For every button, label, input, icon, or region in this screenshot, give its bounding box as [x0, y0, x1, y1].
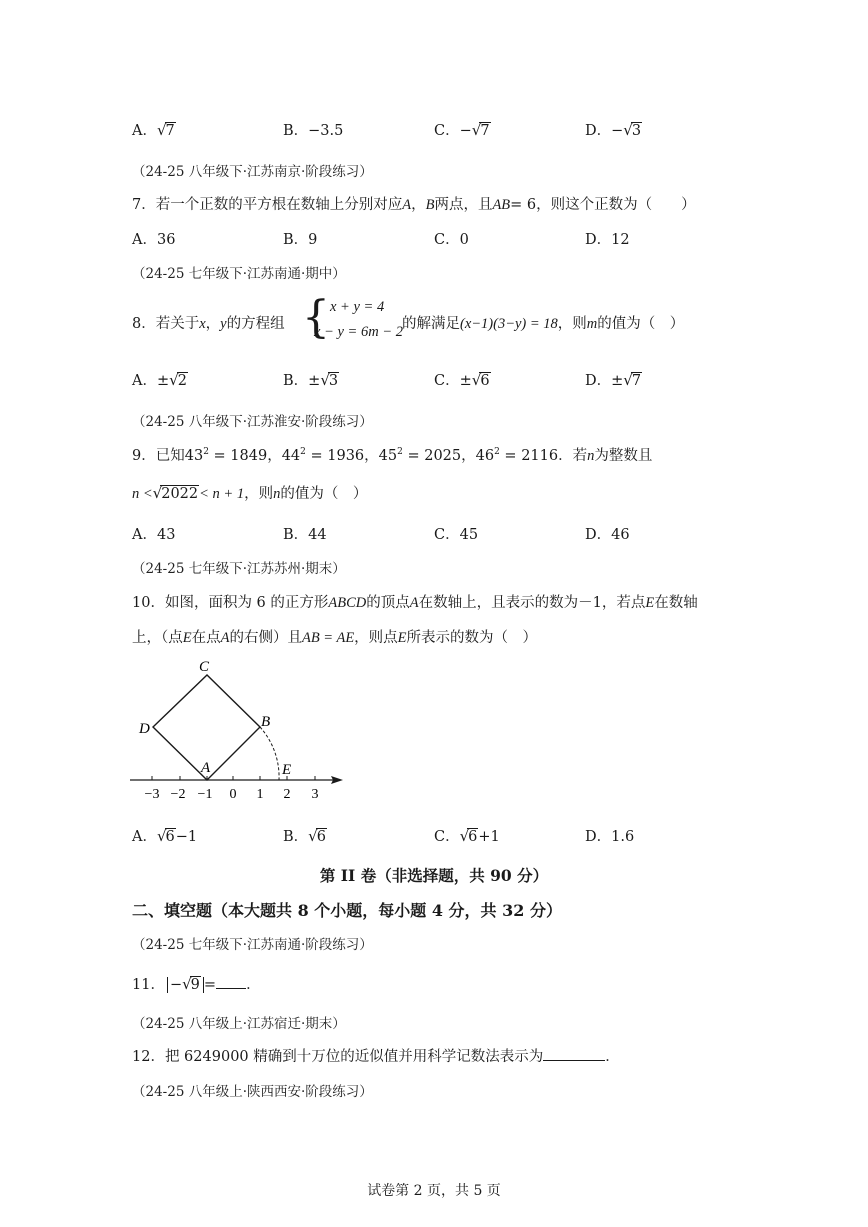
q9-source: （24-25 八年级下·江苏淮安·阶段练习） [132, 414, 373, 430]
q10-option-d [585, 825, 634, 846]
answer-blank[interactable] [543, 1060, 605, 1061]
option-letter: B． [283, 373, 309, 389]
q9-option-b: B．44 [283, 527, 327, 543]
page-footer: 试卷第 2 页，共 5 页 [367, 1183, 501, 1199]
equation-2: x − y = 6m − 2 [314, 324, 403, 340]
section-heading: 二、填空题（本大题共 8 个小题，每小题 4 分，共 32 分） [132, 901, 562, 920]
q10-option-b [283, 825, 327, 846]
option-letter: D． [585, 829, 612, 845]
radicand: 6 [480, 373, 490, 389]
tick-label: 2 [283, 787, 291, 802]
var-y: y [220, 316, 227, 332]
radicand: 6 [316, 829, 326, 845]
equation-1: x + y = 4 [330, 299, 385, 315]
stem-text: 的顶点 [366, 595, 410, 611]
q6-option-b [283, 119, 343, 140]
tick-label: −1 [197, 787, 213, 802]
stem-text: ，则 [557, 316, 587, 332]
option-letter: C． [434, 829, 460, 845]
plus-minus: ± [459, 373, 472, 389]
stem-text: ，则点 [354, 630, 398, 646]
label-e: E [282, 762, 292, 778]
tick-label: −3 [144, 787, 160, 802]
option-suffix: +1 [478, 829, 500, 845]
point-e: E [397, 630, 407, 646]
radicand: 7 [165, 123, 175, 139]
option-letter: C． [434, 373, 460, 389]
stem-text: 若一个正数的平方根在数轴上分别对应 [155, 197, 403, 213]
square-name: ABCD [328, 595, 367, 611]
option-letter: A． [132, 373, 157, 389]
tick-labels [145, 787, 319, 802]
volume-title: 第 II 卷（非选择题，共 90 分） [319, 866, 549, 885]
stem-text: 的方程组 [226, 316, 285, 332]
stem-text: ． [605, 1049, 620, 1065]
value: = 2025， [402, 448, 476, 464]
sqrt: √3 [623, 121, 642, 139]
minus-sign: − [169, 977, 183, 993]
question-number: 7． [132, 197, 156, 213]
plus-minus: ± [308, 373, 321, 389]
radicand: 6 [468, 829, 478, 845]
radicand: 2 [177, 373, 187, 389]
label-a: A [201, 760, 211, 776]
q6-option-a [132, 119, 176, 140]
q13-source: （24-25 八年级上·陕西西安·阶段练习） [132, 1084, 373, 1100]
question-number: 11． [132, 977, 165, 993]
q10-source: （24-25 七年级下·江苏苏州·期末） [132, 561, 346, 577]
stem-text: 若关于 [155, 316, 200, 332]
radicand: 7 [631, 373, 642, 389]
stem-text: 的解满足 [402, 316, 460, 332]
stem-text: 的值为（ ） [280, 486, 368, 502]
option-letter: A． [132, 123, 157, 139]
question-number: 12． [132, 1049, 165, 1065]
q12-stem [132, 1045, 620, 1066]
stem-text: 两点，且 [434, 197, 493, 213]
q7-stem [132, 193, 696, 214]
condition: (x−1)(3−y) = 18 [460, 316, 558, 332]
q8-stem-end [402, 312, 684, 333]
value: = 1936， [305, 448, 379, 464]
label-d: D [139, 721, 150, 737]
q10-stem-line1 [132, 591, 698, 612]
q8-stem-start [132, 312, 285, 333]
q7-option-a: A．36 [132, 232, 176, 248]
value: = 2116．若 [499, 448, 588, 464]
var-n: n [273, 486, 281, 502]
base: 43 [184, 448, 204, 464]
option-value: −3.5 [308, 123, 344, 139]
point-e: E [182, 630, 192, 646]
minus-sign: − [459, 123, 472, 139]
plus-minus: ± [156, 373, 170, 389]
q6-option-c [434, 119, 491, 140]
answer-blank[interactable] [216, 988, 246, 989]
q11-stem [132, 973, 261, 994]
absolute-value [167, 977, 204, 993]
var-a: A [402, 197, 412, 213]
q10-figure [125, 655, 355, 805]
q7-option-b: B．9 [283, 232, 318, 248]
plus-minus: ± [611, 373, 624, 389]
q9-option-d: D．46 [585, 527, 630, 543]
stem-text: ． [246, 977, 261, 993]
q10-option-c [434, 825, 500, 846]
stem-text: 的值为（ ） [597, 316, 685, 332]
q7-option-d: D．12 [585, 232, 630, 248]
option-suffix: −1 [175, 829, 198, 845]
radicand: 3 [631, 123, 642, 139]
exponent: 2 [494, 447, 500, 458]
question-number: 10． [132, 595, 165, 611]
sqrt: √7 [471, 121, 490, 139]
var-m: m [586, 316, 598, 332]
sqrt: √6 [471, 371, 490, 389]
equation-brace: { [302, 292, 330, 343]
point-a: A [409, 595, 419, 611]
option-letter: C． [434, 123, 460, 139]
inequality-left: n < [132, 486, 153, 502]
option-letter: D． [585, 373, 612, 389]
radicand: 2022 [161, 486, 199, 502]
label-b: B [261, 714, 271, 730]
sqrt: √6 [459, 827, 478, 845]
point-a: A [220, 630, 230, 646]
q10-option-a [132, 825, 197, 846]
sqrt: √2 [169, 371, 187, 389]
q8-source: （24-25 七年级下·江苏南通·期中） [132, 266, 346, 282]
q9-stem-line2 [132, 482, 367, 503]
q12-source: （24-25 八年级上·江苏宿迁·期末） [132, 1016, 346, 1032]
stem-text: 在点 [191, 630, 221, 646]
sqrt: √6 [308, 827, 326, 845]
stem-text: 所表示的数为（ ） [406, 630, 538, 646]
exponent: 2 [203, 447, 209, 458]
base: 45 [378, 448, 398, 464]
point-e: E [645, 595, 655, 611]
q9-stem-line1 [132, 444, 652, 465]
option-letter: A． [132, 829, 157, 845]
q9-option-c: C．45 [434, 527, 479, 543]
q9-option-a: A．43 [132, 527, 176, 543]
q10-stem-line2 [132, 626, 537, 647]
sqrt: √3 [320, 371, 339, 389]
stem-text: 已知 [155, 448, 185, 464]
exponent: 2 [300, 447, 306, 458]
q11-source: （24-25 七年级下·江苏南通·阶段练习） [132, 937, 373, 953]
q8-option-b [283, 369, 339, 390]
q7-source: （24-25 八年级下·江苏南京·阶段练习） [132, 164, 373, 180]
radicand: 9 [190, 977, 200, 993]
tick-label: −2 [170, 787, 186, 802]
stem-text: 在数轴 [654, 595, 698, 611]
inequality-right: < n + 1 [199, 486, 245, 502]
option-letter: B． [283, 829, 309, 845]
option-letter: B． [283, 123, 309, 139]
radicand: 6 [165, 829, 175, 845]
q8-option-c [434, 369, 491, 390]
stem-text: 如图，面积为 6 的正方形 [164, 595, 329, 611]
q8-option-a [132, 369, 188, 390]
dashed-arc [260, 727, 279, 780]
var-x: x [199, 316, 206, 332]
sqrt: √6 [156, 827, 175, 845]
radicand: 3 [328, 373, 339, 389]
question-number: 9． [132, 448, 156, 464]
exponent: 2 [397, 447, 403, 458]
option-letter: D． [585, 123, 612, 139]
tick-label: 0 [229, 787, 237, 802]
sqrt: √2022 [152, 484, 199, 502]
q8-option-d [585, 369, 642, 390]
base: 46 [475, 448, 495, 464]
stem-text: 上，（点 [132, 630, 183, 646]
stem-text: 在数轴上，且表示的数为－1，若点 [418, 595, 646, 611]
stem-text: 为整数且 [594, 448, 653, 464]
tick-label: 3 [311, 787, 319, 802]
label-c: C [199, 659, 210, 675]
stem-text: = 6，则这个正数为（ ） [510, 197, 696, 213]
minus-sign: − [611, 123, 624, 139]
q6-option-d [585, 119, 642, 140]
tick-label: 1 [256, 787, 264, 802]
var-n: n [587, 448, 595, 464]
value: = 1849， [208, 448, 282, 464]
stem-text: 的右侧）且 [229, 630, 302, 646]
var-ab: AB [492, 197, 511, 213]
stem-text: ， [411, 197, 426, 213]
sqrt: √7 [623, 371, 642, 389]
equals-sign: = [203, 977, 217, 993]
var-b: B [425, 197, 435, 213]
radicand: 7 [480, 123, 490, 139]
option-value: 1.6 [611, 829, 635, 845]
stem-text: 把 6249000 精确到十万位的近似值并用科学记数法表示为 [164, 1049, 544, 1065]
sqrt: √9 [182, 975, 200, 993]
sqrt: √7 [156, 121, 175, 139]
stem-text: ， [205, 316, 221, 332]
q7-option-c: C．0 [434, 232, 469, 248]
stem-text: ，则 [244, 486, 274, 502]
question-number: 8． [132, 316, 156, 332]
base: 44 [281, 448, 301, 464]
equation-ab-ae: AB = AE [301, 630, 355, 646]
